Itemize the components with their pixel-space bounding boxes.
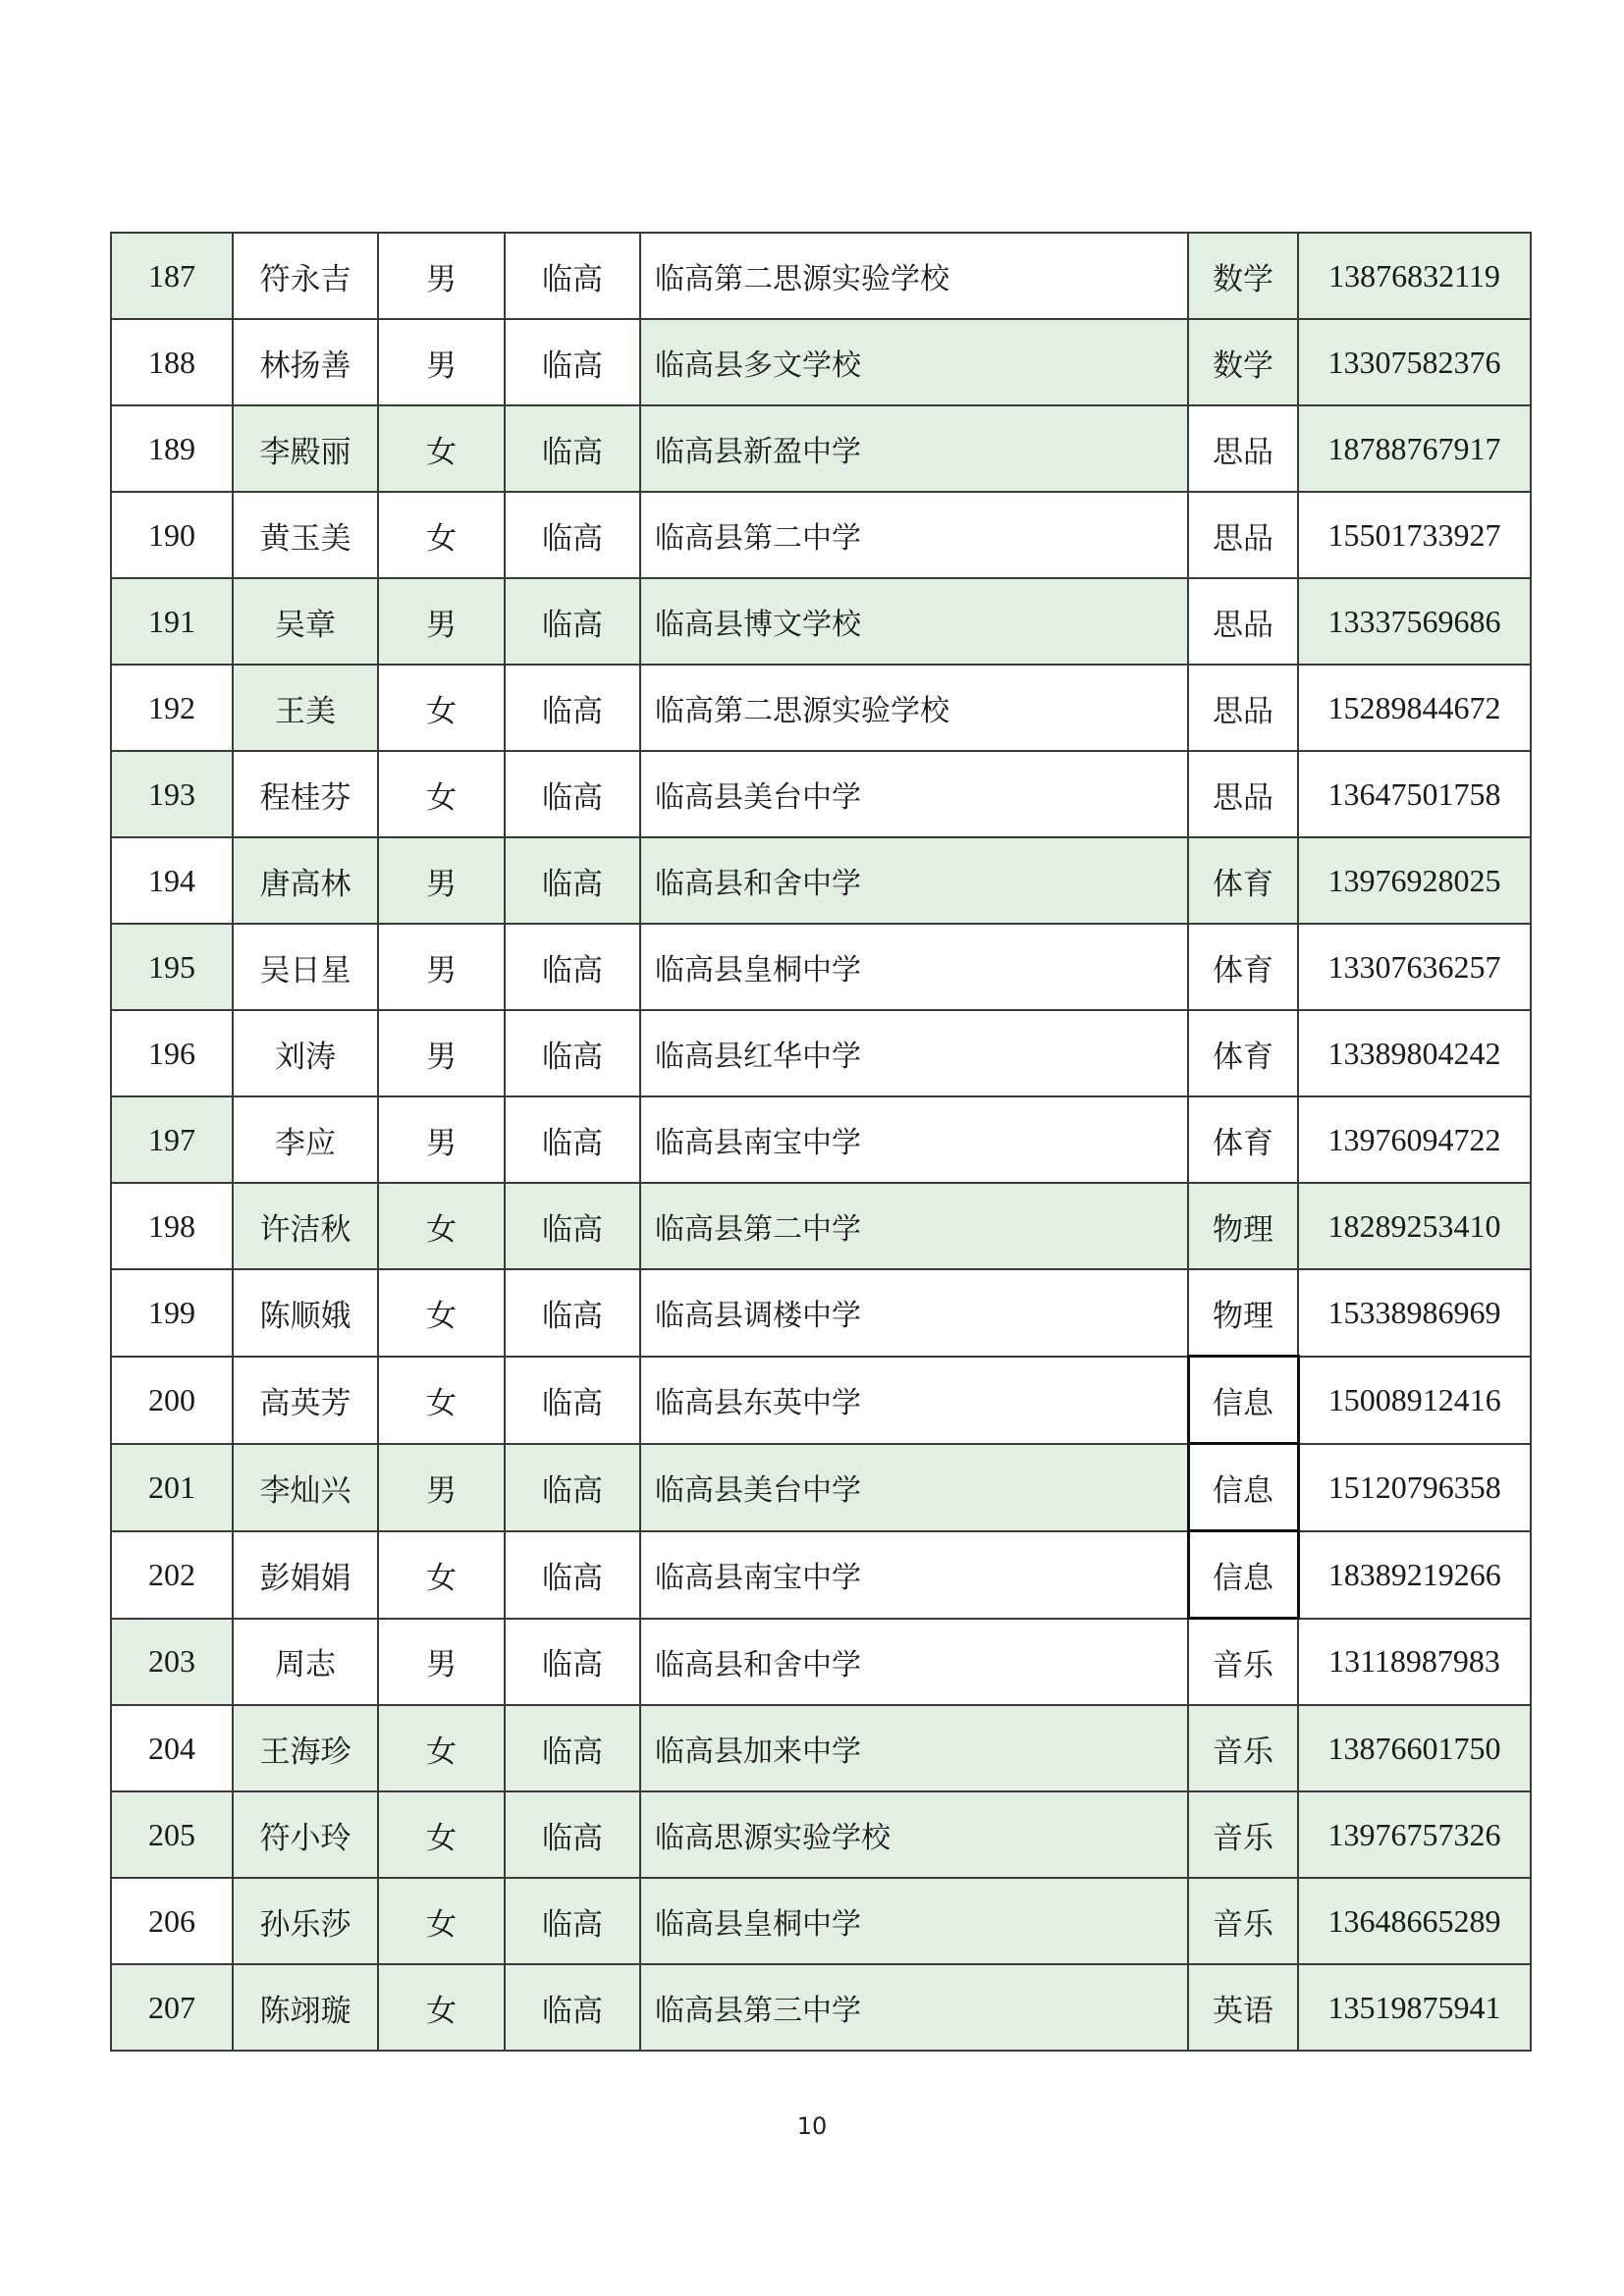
cell-subject: 数学 xyxy=(1188,319,1298,405)
table-row xyxy=(111,233,1531,319)
cell-subject: 信息 xyxy=(1188,1444,1298,1531)
table-row xyxy=(111,492,1531,578)
cell-number: 207 xyxy=(111,1964,233,2051)
table-row xyxy=(111,1269,1531,1357)
table-row xyxy=(111,665,1531,751)
cell-subject: 体育 xyxy=(1188,837,1298,924)
table-row xyxy=(111,405,1531,492)
cell-name: 程桂芬 xyxy=(233,751,378,837)
table-row xyxy=(111,319,1531,405)
cell-region: 临高 xyxy=(505,1531,640,1619)
table-row xyxy=(111,1531,1531,1619)
cell-phone: 13976757326 xyxy=(1298,1791,1531,1878)
cell-phone: 18389219266 xyxy=(1298,1531,1531,1619)
cell-region: 临高 xyxy=(505,1183,640,1269)
cell-gender: 男 xyxy=(378,1010,505,1096)
cell-subject: 音乐 xyxy=(1188,1791,1298,1878)
table-body xyxy=(111,233,1531,2051)
table-row xyxy=(111,578,1531,665)
cell-gender: 男 xyxy=(378,837,505,924)
cell-school: 临高第二思源实验学校 xyxy=(640,665,1188,751)
cell-number: 206 xyxy=(111,1878,233,1964)
cell-school: 临高第二思源实验学校 xyxy=(640,233,1188,319)
cell-subject: 思品 xyxy=(1188,492,1298,578)
cell-phone: 13976928025 xyxy=(1298,837,1531,924)
cell-region: 临高 xyxy=(505,1010,640,1096)
cell-phone: 15289844672 xyxy=(1298,665,1531,751)
cell-gender: 女 xyxy=(378,665,505,751)
cell-gender: 女 xyxy=(378,1964,505,2051)
cell-number: 198 xyxy=(111,1183,233,1269)
cell-name: 黄玉美 xyxy=(233,492,378,578)
table-row xyxy=(111,1705,1531,1791)
teacher-roster-table xyxy=(110,232,1532,2052)
cell-subject: 物理 xyxy=(1188,1183,1298,1269)
cell-number: 203 xyxy=(111,1619,233,1706)
cell-name: 许洁秋 xyxy=(233,1183,378,1269)
cell-subject: 体育 xyxy=(1188,924,1298,1010)
cell-gender: 女 xyxy=(378,751,505,837)
cell-school: 临高县南宝中学 xyxy=(640,1096,1188,1183)
cell-subject: 英语 xyxy=(1188,1964,1298,2051)
table-row xyxy=(111,1444,1531,1531)
table-row xyxy=(111,1096,1531,1183)
cell-number: 205 xyxy=(111,1791,233,1878)
cell-name: 刘涛 xyxy=(233,1010,378,1096)
table-row xyxy=(111,751,1531,837)
cell-number: 189 xyxy=(111,405,233,492)
cell-gender: 女 xyxy=(378,1357,505,1444)
cell-subject: 思品 xyxy=(1188,665,1298,751)
table-row xyxy=(111,1964,1531,2051)
cell-name: 王海珍 xyxy=(233,1705,378,1791)
cell-name: 孙乐莎 xyxy=(233,1878,378,1964)
cell-name: 吴章 xyxy=(233,578,378,665)
cell-name: 林扬善 xyxy=(233,319,378,405)
cell-subject: 信息 xyxy=(1188,1531,1298,1619)
cell-region: 临高 xyxy=(505,1269,640,1357)
cell-region: 临高 xyxy=(505,233,640,319)
table-row xyxy=(111,837,1531,924)
cell-school: 临高县新盈中学 xyxy=(640,405,1188,492)
cell-number: 194 xyxy=(111,837,233,924)
cell-name: 唐高林 xyxy=(233,837,378,924)
cell-region: 临高 xyxy=(505,837,640,924)
cell-school: 临高县皇桐中学 xyxy=(640,1878,1188,1964)
table-row xyxy=(111,1357,1531,1444)
cell-region: 临高 xyxy=(505,1357,640,1444)
cell-name: 周志 xyxy=(233,1619,378,1706)
cell-number: 192 xyxy=(111,665,233,751)
cell-subject: 物理 xyxy=(1188,1269,1298,1357)
cell-school: 临高县第二中学 xyxy=(640,1183,1188,1269)
cell-number: 188 xyxy=(111,319,233,405)
cell-number: 196 xyxy=(111,1010,233,1096)
cell-phone: 13876832119 xyxy=(1298,233,1531,319)
cell-school: 临高县和舍中学 xyxy=(640,837,1188,924)
cell-region: 临高 xyxy=(505,1705,640,1791)
cell-gender: 男 xyxy=(378,1619,505,1706)
cell-phone: 15120796358 xyxy=(1298,1444,1531,1531)
cell-subject: 音乐 xyxy=(1188,1619,1298,1706)
cell-school: 临高县调楼中学 xyxy=(640,1269,1188,1357)
cell-subject: 体育 xyxy=(1188,1010,1298,1096)
cell-gender: 女 xyxy=(378,1878,505,1964)
cell-school: 临高思源实验学校 xyxy=(640,1791,1188,1878)
cell-region: 临高 xyxy=(505,1878,640,1964)
cell-subject: 音乐 xyxy=(1188,1878,1298,1964)
cell-gender: 女 xyxy=(378,405,505,492)
cell-phone: 13337569686 xyxy=(1298,578,1531,665)
table-row xyxy=(111,924,1531,1010)
cell-subject: 体育 xyxy=(1188,1096,1298,1183)
cell-phone: 13307582376 xyxy=(1298,319,1531,405)
table-row xyxy=(111,1791,1531,1878)
cell-number: 200 xyxy=(111,1357,233,1444)
cell-school: 临高县多文学校 xyxy=(640,319,1188,405)
cell-phone: 18788767917 xyxy=(1298,405,1531,492)
cell-number: 201 xyxy=(111,1444,233,1531)
cell-school: 临高县皇桐中学 xyxy=(640,924,1188,1010)
cell-name: 吴日星 xyxy=(233,924,378,1010)
cell-number: 202 xyxy=(111,1531,233,1619)
cell-school: 临高县第三中学 xyxy=(640,1964,1188,2051)
cell-school: 临高县美台中学 xyxy=(640,1444,1188,1531)
cell-number: 204 xyxy=(111,1705,233,1791)
cell-region: 临高 xyxy=(505,319,640,405)
cell-region: 临高 xyxy=(505,665,640,751)
cell-school: 临高县美台中学 xyxy=(640,751,1188,837)
table-row xyxy=(111,1183,1531,1269)
cell-school: 临高县南宝中学 xyxy=(640,1531,1188,1619)
cell-name: 高英芳 xyxy=(233,1357,378,1444)
cell-gender: 女 xyxy=(378,492,505,578)
cell-region: 临高 xyxy=(505,1096,640,1183)
cell-gender: 女 xyxy=(378,1183,505,1269)
cell-phone: 15008912416 xyxy=(1298,1357,1531,1444)
cell-phone: 13519875941 xyxy=(1298,1964,1531,2051)
cell-region: 临高 xyxy=(505,405,640,492)
cell-subject: 思品 xyxy=(1188,405,1298,492)
cell-phone: 13976094722 xyxy=(1298,1096,1531,1183)
cell-phone: 15338986969 xyxy=(1298,1269,1531,1357)
cell-number: 187 xyxy=(111,233,233,319)
cell-school: 临高县加来中学 xyxy=(640,1705,1188,1791)
cell-number: 190 xyxy=(111,492,233,578)
cell-region: 临高 xyxy=(505,1619,640,1706)
cell-region: 临高 xyxy=(505,1964,640,2051)
cell-school: 临高县红华中学 xyxy=(640,1010,1188,1096)
cell-region: 临高 xyxy=(505,924,640,1010)
cell-phone: 13389804242 xyxy=(1298,1010,1531,1096)
cell-number: 193 xyxy=(111,751,233,837)
cell-phone: 13647501758 xyxy=(1298,751,1531,837)
page-number: 10 xyxy=(796,2112,828,2140)
cell-gender: 女 xyxy=(378,1269,505,1357)
cell-region: 临高 xyxy=(505,578,640,665)
cell-name: 李殿丽 xyxy=(233,405,378,492)
cell-name: 王美 xyxy=(233,665,378,751)
cell-name: 陈顺娥 xyxy=(233,1269,378,1357)
cell-gender: 女 xyxy=(378,1531,505,1619)
cell-gender: 男 xyxy=(378,1444,505,1531)
cell-region: 临高 xyxy=(505,1791,640,1878)
cell-number: 191 xyxy=(111,578,233,665)
cell-name: 陈翊璇 xyxy=(233,1964,378,2051)
cell-name: 符小玲 xyxy=(233,1791,378,1878)
table-row xyxy=(111,1619,1531,1706)
cell-gender: 男 xyxy=(378,578,505,665)
cell-school: 临高县第二中学 xyxy=(640,492,1188,578)
table-row xyxy=(111,1878,1531,1964)
cell-subject: 信息 xyxy=(1188,1357,1298,1444)
cell-school: 临高县博文学校 xyxy=(640,578,1188,665)
cell-gender: 男 xyxy=(378,233,505,319)
cell-gender: 男 xyxy=(378,924,505,1010)
cell-phone: 13118987983 xyxy=(1298,1619,1531,1706)
cell-subject: 音乐 xyxy=(1188,1705,1298,1791)
cell-school: 临高县和舍中学 xyxy=(640,1619,1188,1706)
cell-gender: 女 xyxy=(378,1705,505,1791)
cell-region: 临高 xyxy=(505,492,640,578)
cell-number: 197 xyxy=(111,1096,233,1183)
cell-gender: 男 xyxy=(378,319,505,405)
cell-school: 临高县东英中学 xyxy=(640,1357,1188,1444)
cell-region: 临高 xyxy=(505,751,640,837)
cell-phone: 15501733927 xyxy=(1298,492,1531,578)
cell-number: 199 xyxy=(111,1269,233,1357)
cell-phone: 13876601750 xyxy=(1298,1705,1531,1791)
cell-region: 临高 xyxy=(505,1444,640,1531)
cell-subject: 思品 xyxy=(1188,578,1298,665)
cell-number: 195 xyxy=(111,924,233,1010)
cell-phone: 13307636257 xyxy=(1298,924,1531,1010)
cell-name: 彭娟娟 xyxy=(233,1531,378,1619)
cell-name: 符永吉 xyxy=(233,233,378,319)
cell-gender: 男 xyxy=(378,1096,505,1183)
cell-subject: 数学 xyxy=(1188,233,1298,319)
cell-name: 李应 xyxy=(233,1096,378,1183)
cell-phone: 18289253410 xyxy=(1298,1183,1531,1269)
cell-gender: 女 xyxy=(378,1791,505,1878)
table-row xyxy=(111,1010,1531,1096)
cell-phone: 13648665289 xyxy=(1298,1878,1531,1964)
cell-subject: 思品 xyxy=(1188,751,1298,837)
cell-name: 李灿兴 xyxy=(233,1444,378,1531)
